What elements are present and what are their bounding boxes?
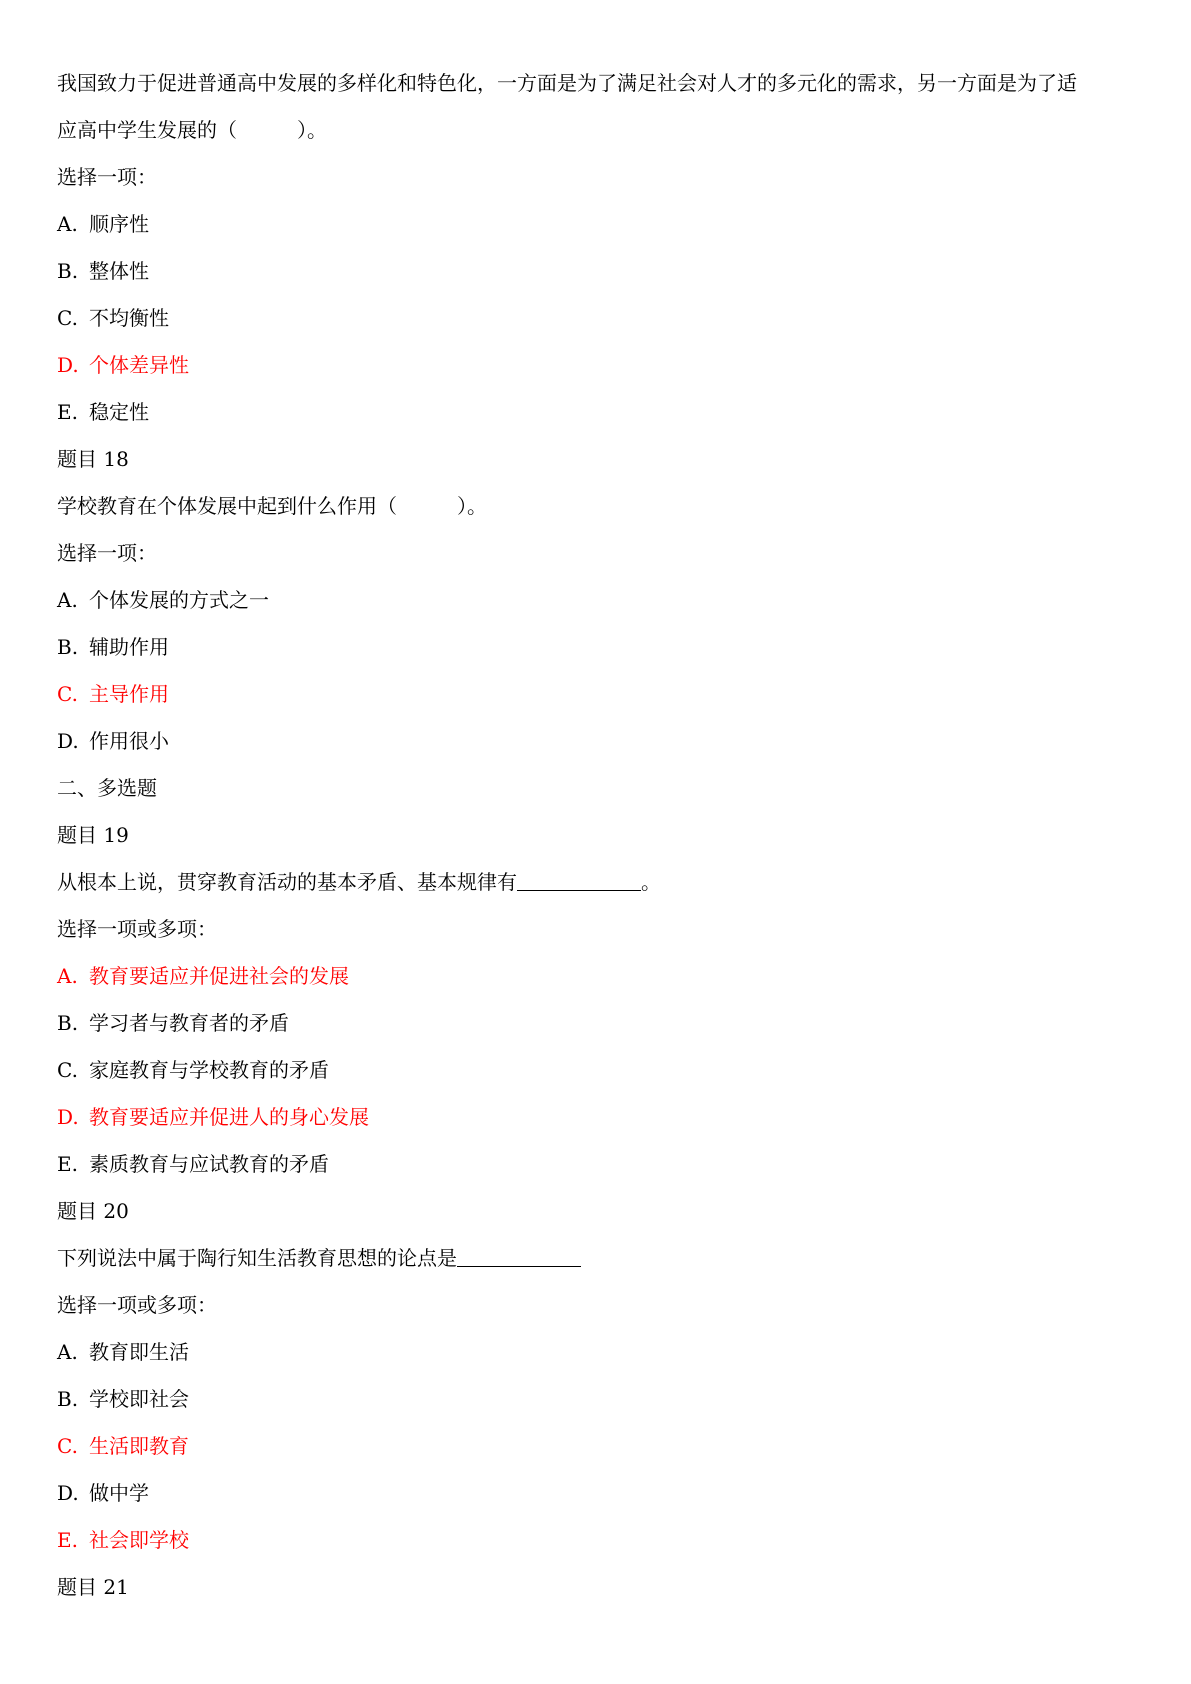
option-text: 教育即生活 [89,1340,189,1364]
option-letter: E. [57,1528,78,1552]
option-text: 生活即教育 [89,1434,189,1458]
question-stem-line: 应高中学生发展的（ ）。 [57,118,327,142]
option-d[interactable] [57,1470,1137,1517]
option-text: 主导作用 [89,682,169,706]
option-e[interactable] [57,1141,1137,1188]
question-title: 题目 18 [57,447,129,471]
option-c-correct[interactable] [57,671,1137,718]
option-a-correct[interactable] [57,953,1137,1000]
option-letter: B. [57,259,79,283]
option-letter: C. [57,1434,78,1458]
question-stem-line: 我国致力于促进普通高中发展的多样化和特色化，一方面是为了满足社会对人才的多元化的需求，另一方面是为了适 [57,71,1077,95]
option-b[interactable] [57,1000,1137,1047]
option-a[interactable] [57,1329,1137,1376]
choice-prompt: 选择一项或多项： [57,917,217,941]
fill-in-blank [517,870,641,891]
option-letter: D. [57,1105,79,1129]
option-text: 个体发展的方式之一 [89,588,269,612]
exam-document [57,60,1137,1611]
option-letter: C. [57,682,78,706]
option-text: 稳定性 [89,400,149,424]
option-c[interactable] [57,295,1137,342]
option-b[interactable] [57,624,1137,671]
choice-prompt: 选择一项或多项： [57,1293,217,1317]
option-letter: D. [57,1481,79,1505]
option-text: 顺序性 [89,212,149,236]
option-letter: E. [57,1152,78,1176]
option-a[interactable] [57,201,1137,248]
question-stem [57,1235,1137,1282]
option-letter: A. [57,212,78,236]
option-text: 教育要适应并促进人的身心发展 [89,1105,369,1129]
fill-in-blank [457,1246,581,1267]
option-letter: D. [57,353,79,377]
option-b[interactable] [57,1376,1137,1423]
question-stem: 学校教育在个体发展中起到什么作用（ ）。 [57,494,487,518]
option-letter: D. [57,729,79,753]
option-letter: B. [57,1387,79,1411]
option-e[interactable] [57,389,1137,436]
option-b[interactable] [57,248,1137,295]
option-letter: A. [57,588,78,612]
option-letter: C. [57,1058,78,1082]
option-e-correct[interactable] [57,1517,1137,1564]
option-letter: A. [57,964,78,988]
question-title: 题目 19 [57,823,129,847]
stem-end: 。 [641,870,661,894]
option-text: 社会即学校 [89,1528,189,1552]
option-letter: B. [57,635,79,659]
option-c-correct[interactable] [57,1423,1137,1470]
option-d-correct[interactable] [57,1094,1137,1141]
question-title: 题目 20 [57,1199,129,1223]
option-letter: B. [57,1011,79,1035]
stem-text: 从根本上说，贯穿教育活动的基本矛盾、基本规律有 [57,870,517,894]
choice-prompt: 选择一项： [57,165,157,189]
option-text: 学习者与教育者的矛盾 [89,1011,289,1035]
question-stem [57,859,1137,906]
section-heading: 二、多选题 [57,776,157,800]
option-d[interactable] [57,718,1137,765]
option-c[interactable] [57,1047,1137,1094]
option-text: 家庭教育与学校教育的矛盾 [89,1058,329,1082]
option-text: 辅助作用 [89,635,169,659]
option-text: 不均衡性 [89,306,169,330]
stem-text: 下列说法中属于陶行知生活教育思想的论点是 [57,1246,457,1270]
option-text: 素质教育与应试教育的矛盾 [89,1152,329,1176]
option-text: 个体差异性 [89,353,189,377]
option-d-correct[interactable] [57,342,1137,389]
question-title: 题目 21 [57,1575,129,1599]
option-text: 做中学 [89,1481,149,1505]
option-letter: C. [57,306,78,330]
option-letter: E. [57,400,78,424]
option-letter: A. [57,1340,78,1364]
option-text: 教育要适应并促进社会的发展 [89,964,349,988]
option-text: 学校即社会 [89,1387,189,1411]
option-text: 整体性 [89,259,149,283]
option-text: 作用很小 [89,729,169,753]
choice-prompt: 选择一项： [57,541,157,565]
option-a[interactable] [57,577,1137,624]
